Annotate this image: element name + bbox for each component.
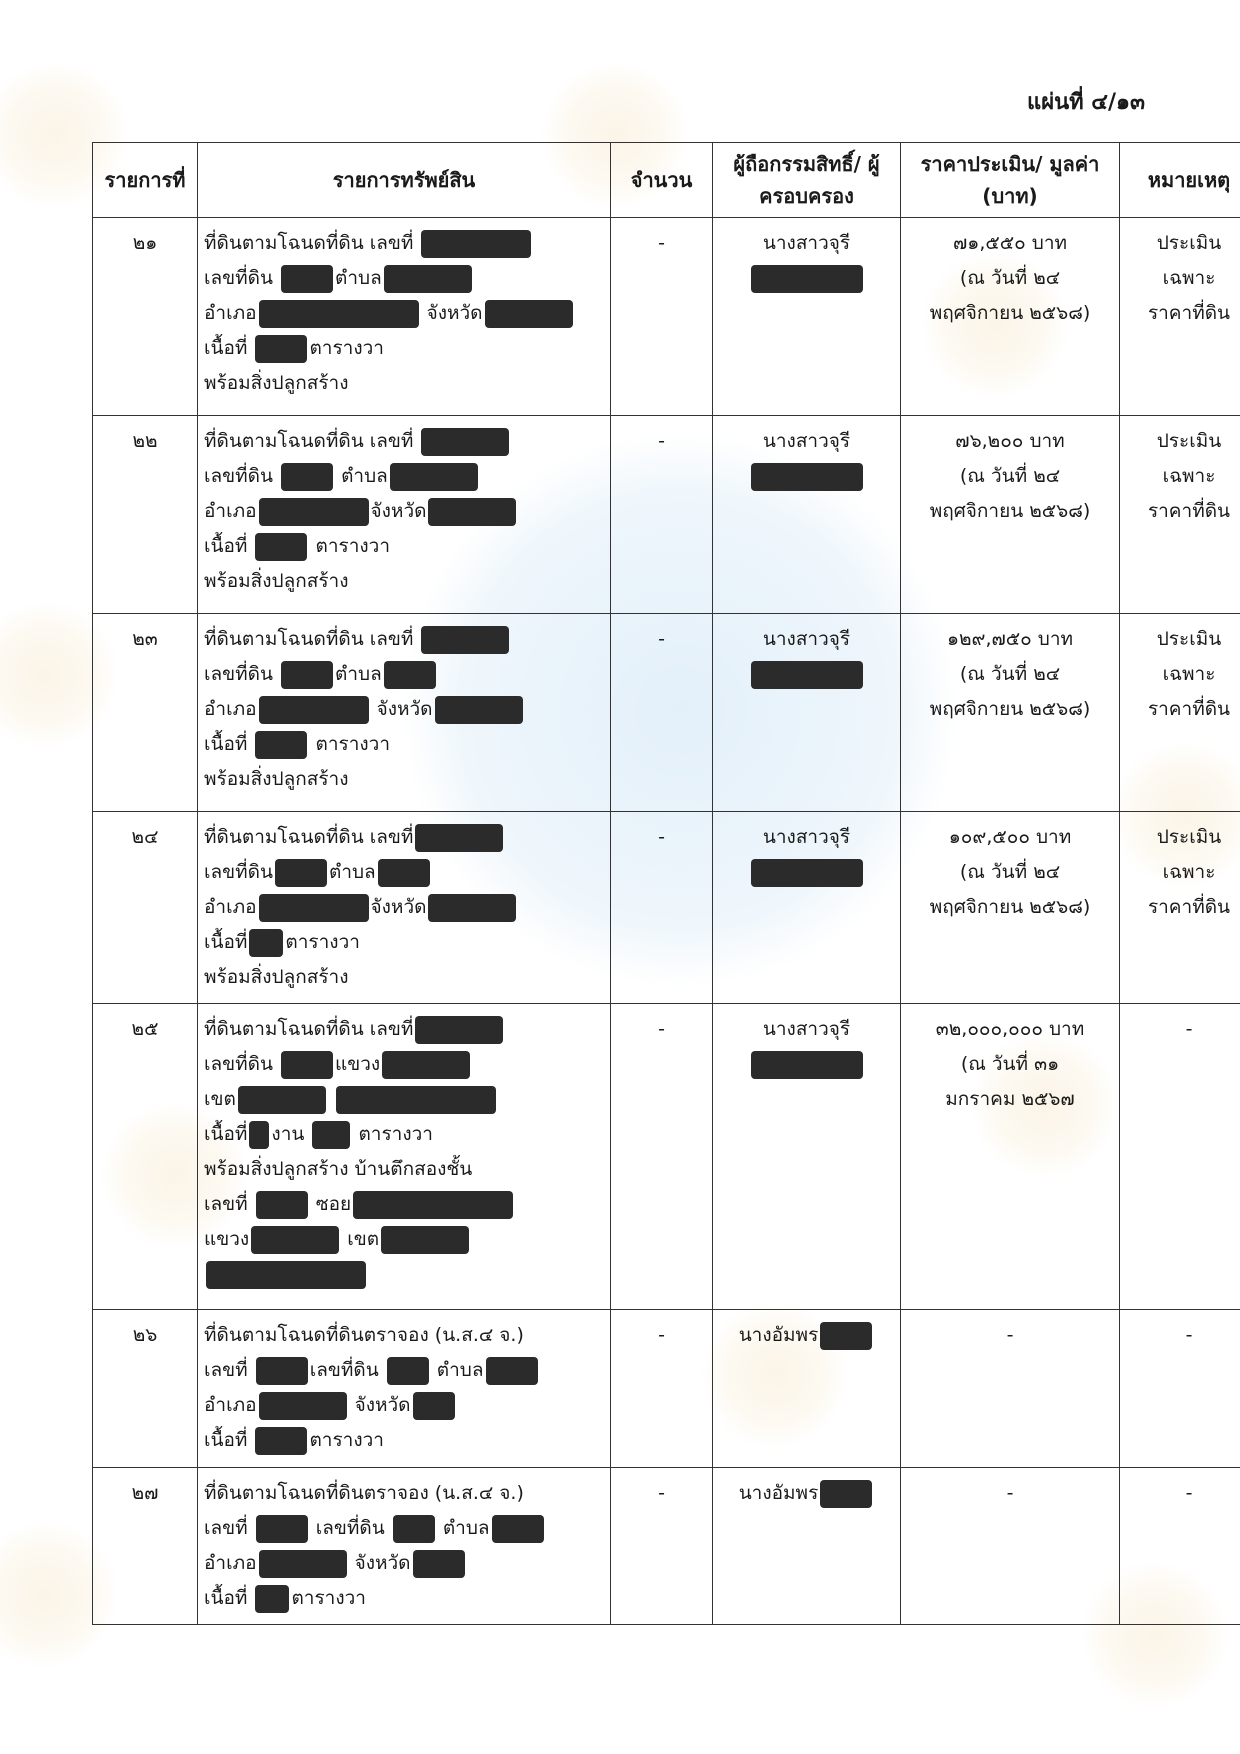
redaction-block [820,1480,872,1508]
header-owner: ผู้ถือกรรมสิทธิ์/ ผู้ครอบครอง [713,143,901,218]
redaction-block [387,1357,429,1385]
row-price: ๗๖,๒๐๐ บาท (ณ วันที่ ๒๔ พฤศจิกายน ๒๕๖๘) [901,416,1120,614]
redaction-block [421,428,509,456]
redaction-block [259,696,369,724]
redaction-block [393,1515,435,1543]
row-price: - [901,1468,1120,1625]
redaction-block [353,1191,513,1219]
row-owner: นางสาวจุรี [713,614,901,812]
redaction-block [275,859,327,887]
header-desc: รายการทรัพย์สิน [198,143,611,218]
row-qty: - [611,416,713,614]
table-header-row [93,143,1240,218]
row-owner: นางสาวจุรี [713,218,901,416]
header-note: หมายเหตุ [1120,143,1240,218]
redaction-block [256,1357,308,1385]
redaction-block [281,661,333,689]
redaction-block [751,859,863,887]
redaction-block [256,1515,308,1543]
redaction-block [259,894,369,922]
row-no: ๒๕ [93,1004,198,1310]
header-price: ราคาประเมิน/ มูลค่า (บาท) [901,143,1120,218]
redaction-block [249,929,283,957]
redaction-block [255,1585,289,1613]
row-desc: ที่ดินตามโฉนดที่ดินตราจอง (น.ส.๔ จ.) เลขที่ เลขที่ดิน ตำบล อำเภอ จังหวัด เนื้อที่ ตารางวา [198,1310,611,1468]
row-note: - [1120,1004,1240,1310]
row-owner: นางอัมพร [713,1468,901,1625]
redaction-block [378,859,430,887]
sheet-number: แผ่นที่ ๔/๑๓ [1027,90,1145,115]
row-no: ๒๔ [93,812,198,1004]
redaction-block [281,265,333,293]
row-desc: ที่ดินตามโฉนดที่ดิน เลขที่ เลขที่ดิน ตำบล อำเภอ จังหวัด เนื้อที่ ตารางวา พร้อมสิ่งปลูกสร้าง [198,614,611,812]
redaction-block [428,498,516,526]
row-desc: ที่ดินตามโฉนดที่ดินตราจอง (น.ส.๔ จ.) เลขที่ เลขที่ดิน ตำบล อำเภอ จังหวัด เนื้อที่ ตารางวา [198,1468,611,1625]
redaction-block [255,1427,307,1455]
row-owner: นางอัมพร [713,1310,901,1468]
redaction-block [435,696,523,724]
redaction-block [251,1226,339,1254]
header-no: รายการที่ [93,143,198,218]
redaction-block [312,1121,350,1149]
row-no: ๒๓ [93,614,198,812]
redaction-block [751,661,863,689]
row-price: - [901,1310,1120,1468]
table-row [93,1468,1240,1625]
row-note: ประเมิน เฉพาะ ราคาที่ดิน [1120,416,1240,614]
redaction-block [421,626,509,654]
redaction-block [384,265,472,293]
redaction-block [259,1550,347,1578]
redaction-block [256,1191,308,1219]
row-note: - [1120,1310,1240,1468]
redaction-block [281,1051,333,1079]
redaction-block [259,1392,347,1420]
redaction-block [255,335,307,363]
redaction-block [238,1086,326,1114]
row-price: ๓๒,๐๐๐,๐๐๐ บาท (ณ วันที่ ๓๑ มกราคม ๒๕๖๗ [901,1004,1120,1310]
redaction-block [249,1121,269,1149]
redaction-block [255,731,307,759]
row-no: ๒๒ [93,416,198,614]
row-note: ประเมิน เฉพาะ ราคาที่ดิน [1120,218,1240,416]
table-row [93,416,1240,614]
redaction-block [413,1392,455,1420]
row-no: ๒๑ [93,218,198,416]
redaction-block [413,1550,465,1578]
table-row [93,218,1240,416]
row-qty: - [611,1468,713,1625]
row-price: ๗๑,๕๕๐ บาท (ณ วันที่ ๒๔ พฤศจิกายน ๒๕๖๘) [901,218,1120,416]
row-owner: นางสาวจุรี [713,416,901,614]
redaction-block [281,463,333,491]
redaction-block [259,300,419,328]
row-owner: นางสาวจุรี [713,1004,901,1310]
redaction-block [390,463,478,491]
redaction-block [751,265,863,293]
table-row [93,614,1240,812]
row-price: ๑๒๙,๗๕๐ บาท (ณ วันที่ ๒๔ พฤศจิกายน ๒๕๖๘) [901,614,1120,812]
row-qty: - [611,812,713,1004]
row-qty: - [611,614,713,812]
redaction-block [415,824,503,852]
table-row [93,1004,1240,1310]
row-no: ๒๖ [93,1310,198,1468]
redaction-block [255,533,307,561]
redaction-block [820,1322,872,1350]
row-desc: ที่ดินตามโฉนดที่ดิน เลขที่ เลขที่ดิน ตำบล อำเภอ จังหวัด เนื้อที่ ตารางวา พร้อมสิ่งปลูกสร้าง [198,416,611,614]
redaction-block [415,1016,503,1044]
redaction-block [206,1261,366,1289]
redaction-block [751,463,863,491]
table-row [93,812,1240,1004]
redaction-block [421,230,531,258]
row-note: - [1120,1468,1240,1625]
redaction-block [485,300,573,328]
table-row [93,1310,1240,1468]
redaction-block [381,1226,469,1254]
redaction-block [259,498,369,526]
row-price: ๑๐๙,๕๐๐ บาท (ณ วันที่ ๒๔ พฤศจิกายน ๒๕๖๘) [901,812,1120,1004]
header-qty: จำนวน [611,143,713,218]
row-owner: นางสาวจุรี [713,812,901,1004]
row-qty: - [611,1310,713,1468]
redaction-block [751,1051,863,1079]
redaction-block [428,894,516,922]
row-note: ประเมิน เฉพาะ ราคาที่ดิน [1120,614,1240,812]
row-note: ประเมิน เฉพาะ ราคาที่ดิน [1120,812,1240,1004]
row-qty: - [611,1004,713,1310]
row-desc: ที่ดินตามโฉนดที่ดิน เลขที่ เลขที่ดิน ตำบล อำเภอ จังหวัด เนื้อที่ ตารางวา พร้อมสิ่งปลูกสร้าง [198,218,611,416]
redaction-block [486,1357,538,1385]
asset-table [92,142,1240,1625]
redaction-block [384,661,436,689]
redaction-block [382,1051,470,1079]
redaction-block [492,1515,544,1543]
row-desc: ที่ดินตามโฉนดที่ดิน เลขที่ เลขที่ดิน แขวง เขต เนื้อที่ งาน ตารางวา พร้อมสิ่งปลูกสร้าง บ้านตึกสองชั้น เลขที่ ซอย แขวง เขต [198,1004,611,1310]
row-no: ๒๗ [93,1468,198,1625]
row-qty: - [611,218,713,416]
row-desc: ที่ดินตามโฉนดที่ดิน เลขที่ เลขที่ดิน ตำบล อำเภอ จังหวัด เนื้อที่ ตารางวา พร้อมสิ่งปลูกสร้าง [198,812,611,1004]
redaction-block [336,1086,496,1114]
